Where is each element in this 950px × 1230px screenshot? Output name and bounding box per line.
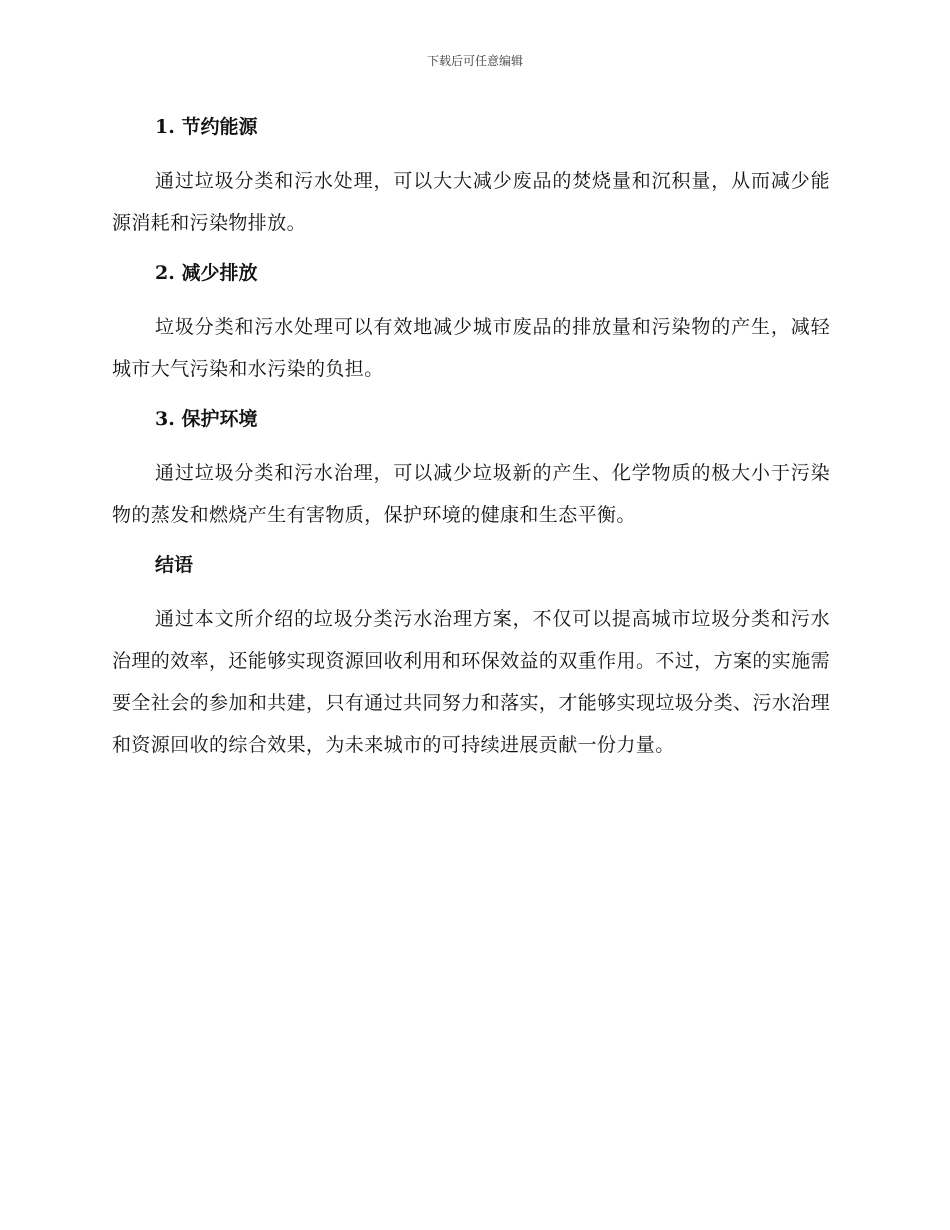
section-heading: 3. 保护环境 bbox=[155, 408, 258, 430]
section-paragraph: 通过垃圾分类和污水治理，可以减少垃圾新的产生、化学物质的极大小于污染物的蒸发和燃烧产生有害物质，保护环境的健康和生态平衡。 bbox=[112, 462, 830, 526]
section-paragraph: 通过本文所介绍的垃圾分类污水治理方案，不仅可以提高城市垃圾分类和污水治理的效率，还能够实现资源回收利用和环保效益的双重作用。不过，方案的实施需要全社会的参加和共建，只有通过共同努力和落实，才能够实现垃圾分类、污水治理和资源回收的综合效果，为未来城市的可持续进展贡献一份力量。 bbox=[112, 608, 830, 756]
section-paragraph: 垃圾分类和污水处理可以有效地减少城市废品的排放量和污染物的产生，减轻城市大气污染和水污染的负担。 bbox=[112, 316, 830, 380]
section-heading: 1. 节约能源 bbox=[155, 116, 258, 138]
section-conclusion bbox=[112, 546, 830, 766]
section-heading: 结语 bbox=[155, 554, 194, 576]
section-heading: 2. 减少排放 bbox=[155, 262, 258, 284]
section-save-energy bbox=[112, 108, 830, 244]
section-paragraph: 通过垃圾分类和污水处理，可以大大减少废品的焚烧量和沉积量，从而减少能源消耗和污染物排放。 bbox=[112, 170, 830, 234]
section-protect-environment bbox=[112, 400, 830, 536]
section-reduce-emissions bbox=[112, 254, 830, 390]
document-body bbox=[112, 108, 830, 776]
page-header: 下载后可任意编辑 bbox=[426, 54, 523, 68]
